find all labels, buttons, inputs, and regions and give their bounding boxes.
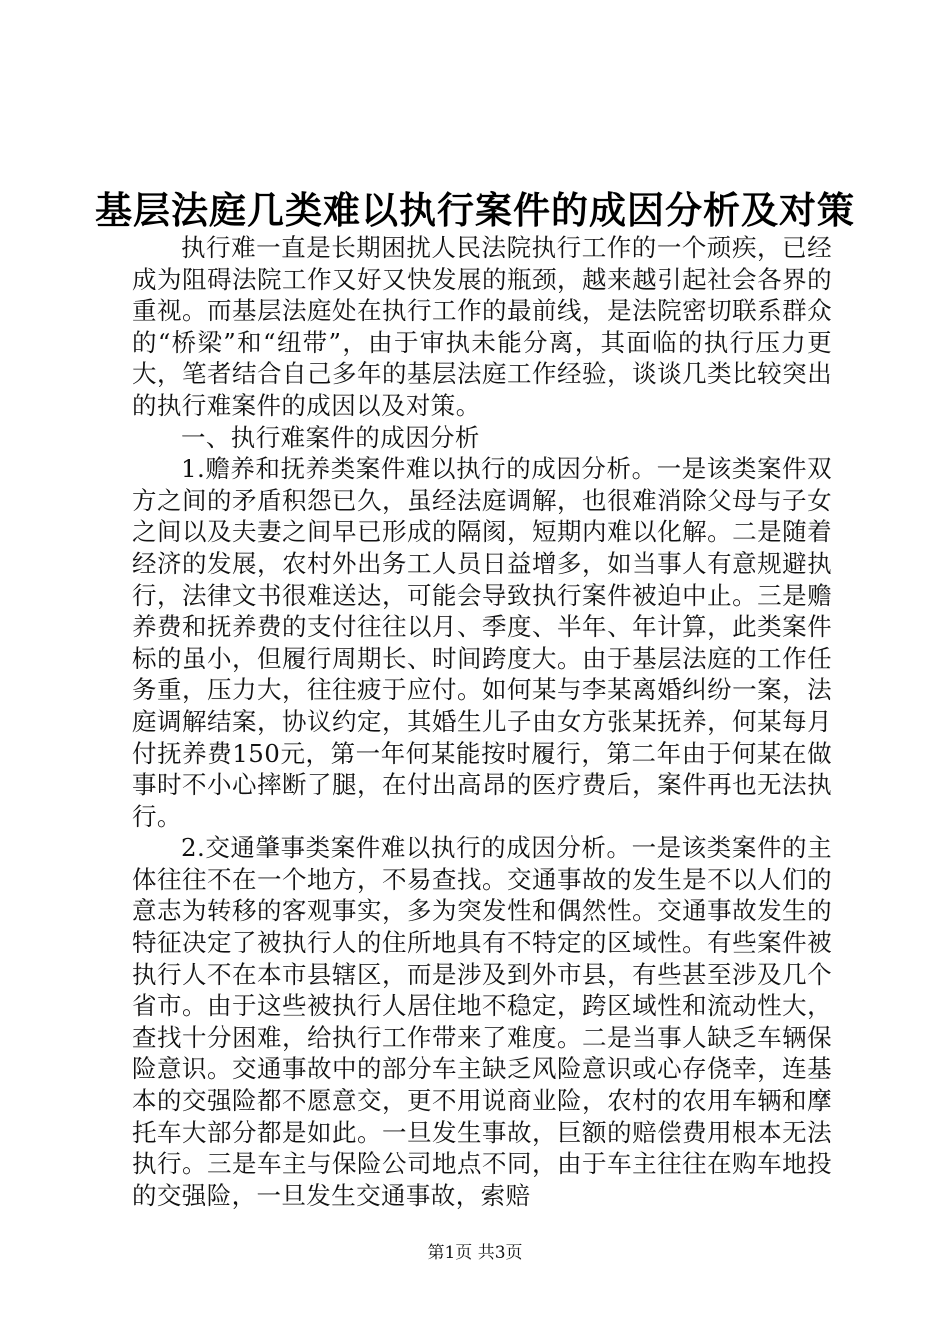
document-title: 基层法庭几类难以执行案件的成因分析及对策 [95,188,855,232]
section-heading-1: 一、执行难案件的成因分析 [181,422,480,452]
paragraph-traffic-cases: 2.交通肇事类案件难以执行的成因分析。一是该类案件的主体往往不在一个地方，不易查找。交通事故的发生是不以人们的意志为转移的客观事实，多为突发性和偶然性。交通事故发生的特征决定了被执行人的住所地具有不特定的区域性。有些案件被执行人不在本市县辖区，而是涉及到外市县，有些甚至涉及几个省市。由于这些被执行人居住地不稳定，跨区域性和流动性大，查找十分困难，给执行工作带来了难度。二是当事人缺乏车辆保险意识。交通事故中的部分车主缺乏风险意识或心存侥幸，连基本的交强险都不愿意交，更不用说商业险，农村的农用车辆和摩托车大部分都是如此。一旦发生事故，巨额的赔偿费用根本无法执行。三是车主与保险公司地点不同，由于车主往往在购车地投的交强险，一旦发生交通事故，索赔 [132,833,832,1210]
document-body [132,232,832,1211]
paragraph-support-cases: 1.赡养和抚养类案件难以执行的成因分析。一是该类案件双方之间的矛盾积怨已久，虽经法庭调解，也很难消除父母与子女之间以及夫妻之间早已形成的隔阂，短期内难以化解。二是随着经济的发展，农村外出务工人员日益增多，如当事人有意规避执行，法律文书很难送达，可能会导致执行案件被迫中止。三是赡养费和抚养费的支付往往以月、季度、半年、年计算，此类案件标的虽小，但履行周期长、时间跨度大。由于基层法庭的工作任务重，压力大，往往疲于应付。如何某与李某离婚纠纷一案，法庭调解结案，协议约定，其婚生儿子由女方张某抚养，何某每月付抚养费150元，第一年何某能按时履行，第二年由于何某在做事时不小心摔断了腿，在付出高昂的医疗费后，案件再也无法执行。 [132,454,832,831]
page-footer: 第1页 共3页 [427,1243,523,1263]
paragraph-intro: 执行难一直是长期困扰人民法院执行工作的一个顽疾，已经成为阻碍法院工作又好又快发展的瓶颈，越来越引起社会各界的重视。而基层法庭处在执行工作的最前线，是法院密切联系群众的“桥梁”和“纽带”，由于审执未能分离，其面临的执行压力更大，笔者结合自己多年的基层法庭工作经验，谈谈几类比较突出的执行难案件的成因以及对策。 [132,233,832,420]
